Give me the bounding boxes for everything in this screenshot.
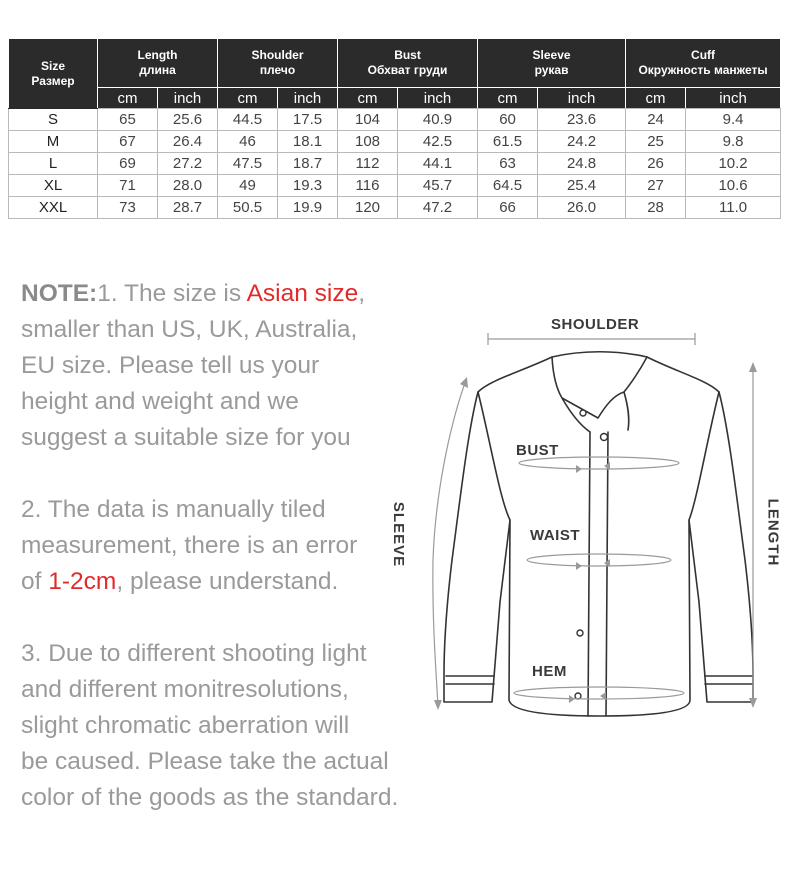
value-cell: 28.7	[158, 197, 218, 219]
shoulder-label: SHOULDER	[551, 316, 640, 333]
value-cell: 26.0	[538, 197, 626, 219]
note-1: NOTE:1. The size is Asian size, smaller than US, UK, Australia, EU size. Please tell us your height and weight and we suggest a suitable size for you	[21, 280, 366, 451]
unit-inch: inch	[278, 88, 338, 109]
value-cell: 24.2	[538, 131, 626, 153]
value-cell: 27.2	[158, 153, 218, 175]
value-cell: 112	[338, 153, 398, 175]
unit-cm: cm	[338, 88, 398, 109]
value-cell: 60	[478, 109, 538, 131]
value-cell: 10.6	[686, 175, 781, 197]
size-cell: XXL	[9, 197, 98, 219]
unit-inch: inch	[158, 88, 218, 109]
size-column-header: Size Размер	[9, 39, 98, 109]
value-cell: 45.7	[398, 175, 478, 197]
shoulder-arrow	[488, 333, 695, 345]
bust-column-header: Bust Обхват груди	[338, 39, 478, 88]
size-cell: XL	[9, 175, 98, 197]
value-cell: 18.7	[278, 153, 338, 175]
value-cell: 64.5	[478, 175, 538, 197]
value-cell: 26.4	[158, 131, 218, 153]
value-cell: 17.5	[278, 109, 338, 131]
value-cell: 9.4	[686, 109, 781, 131]
button	[580, 410, 586, 416]
size-cell: M	[9, 131, 98, 153]
hem-measure-line	[514, 687, 684, 699]
value-cell: 24	[626, 109, 686, 131]
value-cell: 108	[338, 131, 398, 153]
value-cell: 71	[98, 175, 158, 197]
value-cell: 49	[218, 175, 278, 197]
right-cuff	[705, 676, 752, 684]
note-label: NOTE:	[21, 280, 98, 307]
value-cell: 11.0	[686, 197, 781, 219]
button	[575, 693, 581, 699]
value-cell: 104	[338, 109, 398, 131]
value-cell: 19.3	[278, 175, 338, 197]
value-cell: 50.5	[218, 197, 278, 219]
sleeve-column-header: Sleeve рукав	[478, 39, 626, 88]
hem-label: HEM	[532, 663, 567, 680]
value-cell: 25.4	[538, 175, 626, 197]
unit-cm: cm	[218, 88, 278, 109]
button	[601, 434, 608, 441]
value-cell: 24.8	[538, 153, 626, 175]
value-cell: 9.8	[686, 131, 781, 153]
value-cell: 40.9	[398, 109, 478, 131]
value-cell: 120	[338, 197, 398, 219]
unit-inch: inch	[398, 88, 478, 109]
value-cell: 28	[626, 197, 686, 219]
value-cell: 23.6	[538, 109, 626, 131]
value-cell: 47.2	[398, 197, 478, 219]
value-cell: 116	[338, 175, 398, 197]
placket	[588, 432, 608, 716]
waist-measure-line	[527, 554, 671, 566]
unit-inch: inch	[686, 88, 781, 109]
cuff-column-header: Cuff Окружность манжеты	[626, 39, 781, 88]
value-cell: 28.0	[158, 175, 218, 197]
length-column-header: Length длина	[98, 39, 218, 88]
button	[577, 630, 583, 636]
length-label: LENGTH	[764, 498, 782, 567]
value-cell: 63	[478, 153, 538, 175]
value-cell: 44.1	[398, 153, 478, 175]
value-cell: 67	[98, 131, 158, 153]
value-cell: 44.5	[218, 109, 278, 131]
value-cell: 26	[626, 153, 686, 175]
unit-cm: cm	[98, 88, 158, 109]
value-cell: 19.9	[278, 197, 338, 219]
error-range-highlight: 1-2cm	[48, 568, 117, 595]
unit-cm: cm	[626, 88, 686, 109]
value-cell: 66	[478, 197, 538, 219]
sleeve-arrow	[433, 380, 466, 706]
waist-label: WAIST	[530, 527, 580, 544]
value-cell: 61.5	[478, 131, 538, 153]
value-cell: 27	[626, 175, 686, 197]
left-cuff	[446, 676, 494, 684]
shirt-outline	[444, 357, 753, 716]
value-cell: 10.2	[686, 153, 781, 175]
sleeve-label: SLEEVE	[390, 501, 408, 568]
value-cell: 65	[98, 109, 158, 131]
value-cell: 18.1	[278, 131, 338, 153]
value-cell: 25.6	[158, 109, 218, 131]
value-cell: 42.5	[398, 131, 478, 153]
value-cell: 47.5	[218, 153, 278, 175]
unit-cm: cm	[478, 88, 538, 109]
size-cell: S	[9, 109, 98, 131]
collar	[552, 352, 647, 418]
size-cell: L	[9, 153, 98, 175]
note-2: 2. The data is manually tiled measurement, there is an error of 1-2cm, please understand.	[21, 496, 358, 595]
value-cell: 73	[98, 197, 158, 219]
shoulder-column-header: Shoulder плечо	[218, 39, 338, 88]
asian-size-highlight: Asian size	[246, 280, 359, 307]
value-cell: 25	[626, 131, 686, 153]
value-cell: 69	[98, 153, 158, 175]
unit-inch: inch	[538, 88, 626, 109]
note-3: 3. Due to different shooting light and different monitresolutions, slight chromatic aberration will be caused. Please take the actual color of the goods as the standard.	[21, 640, 399, 811]
bust-label: BUST	[516, 442, 559, 459]
value-cell: 46	[218, 131, 278, 153]
